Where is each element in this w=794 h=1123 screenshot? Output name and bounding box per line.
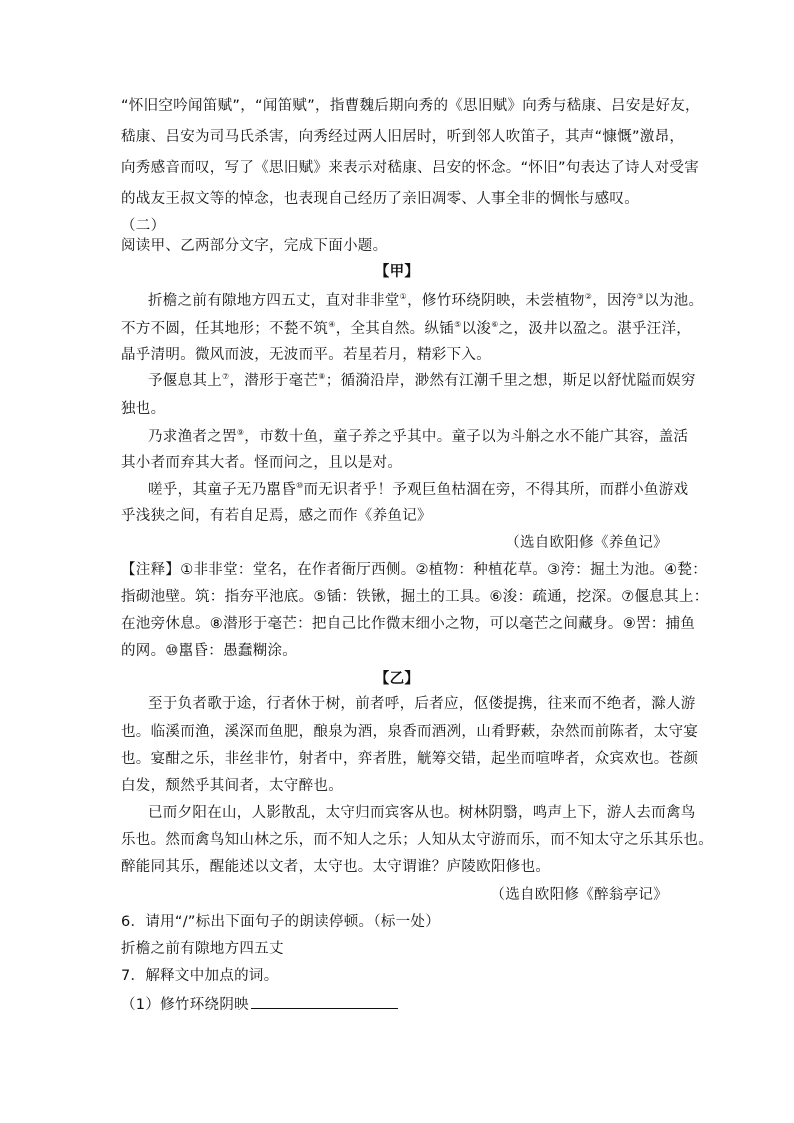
jia-p1-line-2: 不方不圆，任其地形；不甃不筑④，全其自然。纵锸⑤以浚⑥之，汲井以盈之。湛乎汪洋， — [121, 320, 692, 337]
yi-source: （选自欧阳修《醉翁亭记》 — [490, 887, 668, 903]
question-7: 7．解释文中加点的词。 — [121, 968, 279, 984]
jia-p3-line-2: 其小者而弃其大者。怪而问之，且以是对。 — [121, 455, 403, 471]
jia-p4-line-1: 嗟乎，其童子无乃嚚昏⑩而无识者乎！予观巨鱼枯涸在旁，不得其所，而群小鱼游戏 — [148, 481, 689, 498]
jia-notes-line-1: 【注释】①非非堂：堂名，在作者衙厅西侧。②植物：种植花草。③洿：掘土为池。④甃： — [121, 562, 707, 578]
jia-source: （选自欧阳修《养鱼记》 — [505, 535, 668, 551]
yi-p2-line-2: 乐也。然而禽鸟知山林之乐，而不知人之乐；人知从太守游而乐，而不知太守之乐其乐也。 — [121, 832, 713, 848]
yi-p2-line-3: 醉能同其乐，醒能述以文者，太守也。太守谓谁？庐陵欧阳修也。 — [121, 859, 551, 875]
intro-line-1: “怀旧空吟闻笛赋”，“闻笛赋”，指曹魏后期向秀的《思旧赋》向秀与嵇康、吕安是好友， — [121, 98, 700, 114]
jia-p1-line-3: 晶乎清明。微风而波，无波而平。若星若月，精彩下入。 — [121, 347, 491, 363]
yi-p1-line-1: 至于负者歌于途，行者休于树，前者呼，后者应，伛偻提携，往来而不绝者，滁人游 — [148, 696, 696, 712]
yi-p1-line-2: 也。临溪而渔，溪深而鱼肥，酿泉为酒，泉香而酒冽，山肴野蔌，杂然而前陈者，太守宴 — [121, 724, 699, 740]
question-6: 6．请用“/”标出下面句子的朗读停顿。（标一处） — [121, 914, 441, 930]
jia-heading: 【甲】 — [374, 264, 420, 280]
yi-p1-line-4: 白发，颓然乎其间者，太守醉也。 — [121, 778, 343, 794]
section-instruction: 阅读甲、乙两部分文字，完成下面小题。 — [121, 238, 388, 254]
intro-line-3: 向秀感音而叹，写了《思旧赋》来表示对嵇康、吕安的怀念。“怀旧”句表达了诗人对受害 — [121, 160, 700, 176]
jia-notes-line-3: 在池旁休息。⑧潜形于毫芒：把自己比作微末细小之物，可以毫芒之间藏身。⑨罟：捕鱼 — [121, 616, 696, 632]
jia-p2-line-2: 独也。 — [121, 401, 166, 417]
answer-blank[interactable] — [251, 994, 398, 1009]
question-7-item-1: （1）修竹环绕阴映 — [121, 994, 398, 1015]
section-label: （二） — [121, 218, 166, 234]
jia-p4-line-2: 乎浅狭之间，有若自足焉，感之而作《养鱼记》 — [121, 508, 432, 524]
jia-p2-line-1: 予偃息其上⑦，潜形于毫芒⑧；循漪沿岸，渺然有江潮千里之想，斯足以舒忧隘而娱穷 — [148, 372, 696, 389]
jia-notes-line-2: 指砌池壁。筑：指夯平池底。⑤锸：铁锹，掘土的工具。⑥浚：疏通，挖深。⑦偃息其上： — [121, 589, 709, 605]
yi-p2-line-1: 已而夕阳在山，人影散乱，太守归而宾客从也。树林阴翳，鸣声上下，游人去而禽鸟 — [148, 805, 696, 821]
intro-line-4: 的战友王叔文等的悼念，也表现自己经历了亲旧凋零、人事全非的惆怅与感叹。 — [121, 191, 639, 207]
question-6-sentence: 折檐之前有隙地方四五丈 — [121, 941, 284, 957]
jia-notes-line-4: 的网。⑩嚚昏：愚蠢糊涂。 — [121, 643, 298, 659]
intro-line-2: 嵇康、吕安为司马氏杀害，向秀经过两人旧居时，听到邻人吹笛子，其声“慷慨”激昂， — [121, 129, 685, 145]
yi-p1-line-3: 也。宴酣之乐，非丝非竹，射者中，弈者胜，觥筹交错，起坐而喧哗者，众宾欢也。苍颜 — [121, 751, 699, 767]
jia-p1-line-1: 折檐之前有隙地方四五丈，直对非非堂①，修竹环绕阴映，未尝植物②，因洿③以为池。 — [148, 292, 704, 309]
yi-heading: 【乙】 — [374, 671, 420, 687]
jia-p3-line-1: 乃求渔者之罟⑨，市数十鱼，童子养之乎其中。童子以为斗斛之水不能广其容，盖活 — [148, 428, 689, 445]
